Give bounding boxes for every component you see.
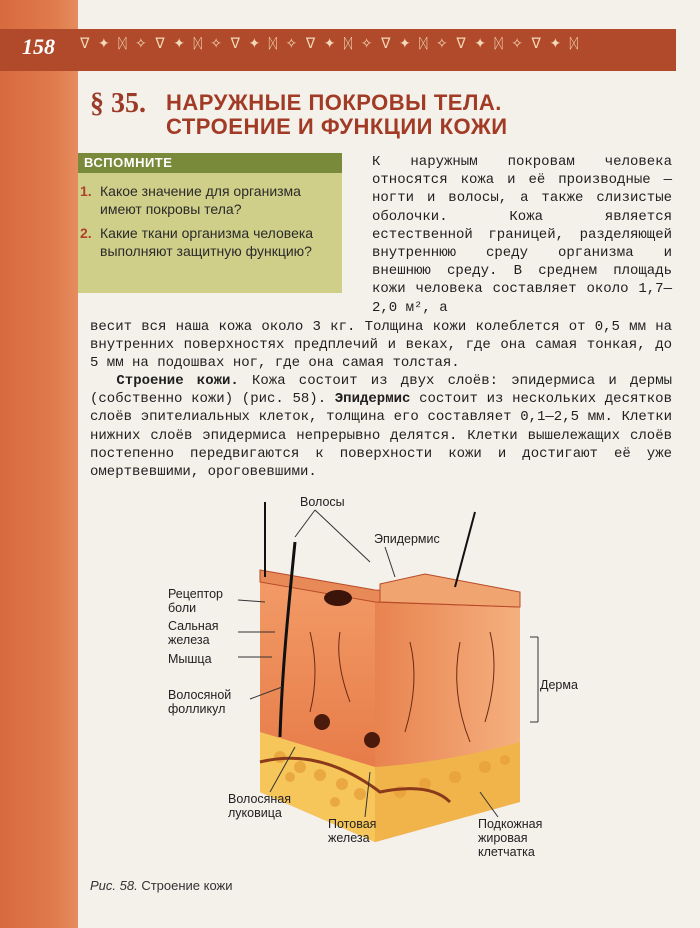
recall-heading: ВСПОМНИТЕ bbox=[84, 155, 173, 170]
structure-heading: Строение кожи. bbox=[116, 373, 239, 389]
label-pain-receptor: Рецептор боли bbox=[168, 587, 223, 615]
intro-paragraph-continuation: весит вся наша кожа около 3 кг. Толщина кожи колеблется от 0,5 мм на внутренних поверхностях предплечий и веках, где она самая тонкая, до 5 мм на подошвах ног, где она самая толстая. bbox=[90, 319, 672, 372]
label-hair: Волосы bbox=[300, 495, 345, 509]
section-title bbox=[166, 91, 508, 139]
label-subcutaneous-fat: Подкожная жировая клетчатка bbox=[478, 817, 543, 859]
label-epidermis: Эпидермис bbox=[374, 532, 440, 546]
title-line-1: НАРУЖНЫЕ ПОКРОВЫ ТЕЛА. bbox=[166, 90, 502, 115]
recall-heading-bar bbox=[78, 153, 342, 173]
label-hair-bulb: Волосяная луковица bbox=[228, 792, 292, 820]
caption-text: Строение кожи bbox=[141, 878, 233, 893]
epidermis-term: Эпидермис bbox=[334, 391, 411, 408]
structure-text-b: состоит из нескольких десятков слоёв эпителиальных клеток, толщина его составляет 0,1—2,5 мм. Клетки нижних слоёв эпидермиса непрерывно делятся. Клетки вышележащих слоёв постепенно передвигаются к поверхности кожи и достигают её уже омертвевшими, ороговевшими. bbox=[90, 391, 672, 481]
section-number: § 35. bbox=[90, 88, 146, 119]
label-sweat-gland: Потовая железа bbox=[328, 817, 377, 845]
label-muscle: Мышца bbox=[168, 652, 212, 666]
title-line-2: СТРОЕНИЕ И ФУНКЦИИ КОЖИ bbox=[166, 114, 508, 139]
intro-paragraph-column: К наружным покровам человека относятся кожа и её производные — ногти и волосы, а также слизистые оболочки. Кожа является естественной границей, разделяющей внутреннюю среду организма и внешнюю среду. В среднем площадь кожи человека составляет около 1,7—2,0 м², а bbox=[372, 154, 672, 316]
structure-paragraph bbox=[90, 372, 672, 481]
structure-text-a: Кожа состоит из двух слоёв: эпидермиса и дермы (собственно кожи) (рис. 58). bbox=[90, 373, 672, 408]
label-dermis: Дерма bbox=[540, 678, 578, 692]
figure-caption bbox=[90, 878, 233, 893]
left-margin-strip bbox=[0, 0, 78, 928]
raised-epidermis bbox=[380, 574, 520, 607]
label-hair-follicle: Волосяной фолликул bbox=[168, 688, 232, 716]
recall-question-1 bbox=[80, 182, 335, 218]
question-text: Какое значение для организма имеют покровы тела? bbox=[100, 183, 301, 217]
skin-structure-figure bbox=[160, 492, 580, 857]
recall-question-2 bbox=[80, 224, 335, 260]
page-number: 158 bbox=[22, 34, 55, 59]
question-number: 2. bbox=[80, 225, 92, 241]
hair-shaft bbox=[455, 512, 475, 587]
animal-ornament-strip: ᐁ ✦ ᛞ ✧ ᐁ ✦ ᛞ ✧ ᐁ ✦ ᛞ ✧ ᐁ ✦ ᛞ ✧ ᐁ ✦ ᛞ ✧ ᐁ ✦ ᛞ ✧ ᐁ ✦ ᛞ bbox=[80, 36, 581, 52]
question-text: Какие ткани организма человека выполняют защитную функцию? bbox=[100, 225, 314, 259]
question-number: 1. bbox=[80, 183, 92, 199]
caption-prefix: Рис. 58. bbox=[90, 878, 138, 893]
recall-box bbox=[78, 153, 342, 293]
label-sebaceous-gland: Сальная железа bbox=[168, 619, 219, 647]
